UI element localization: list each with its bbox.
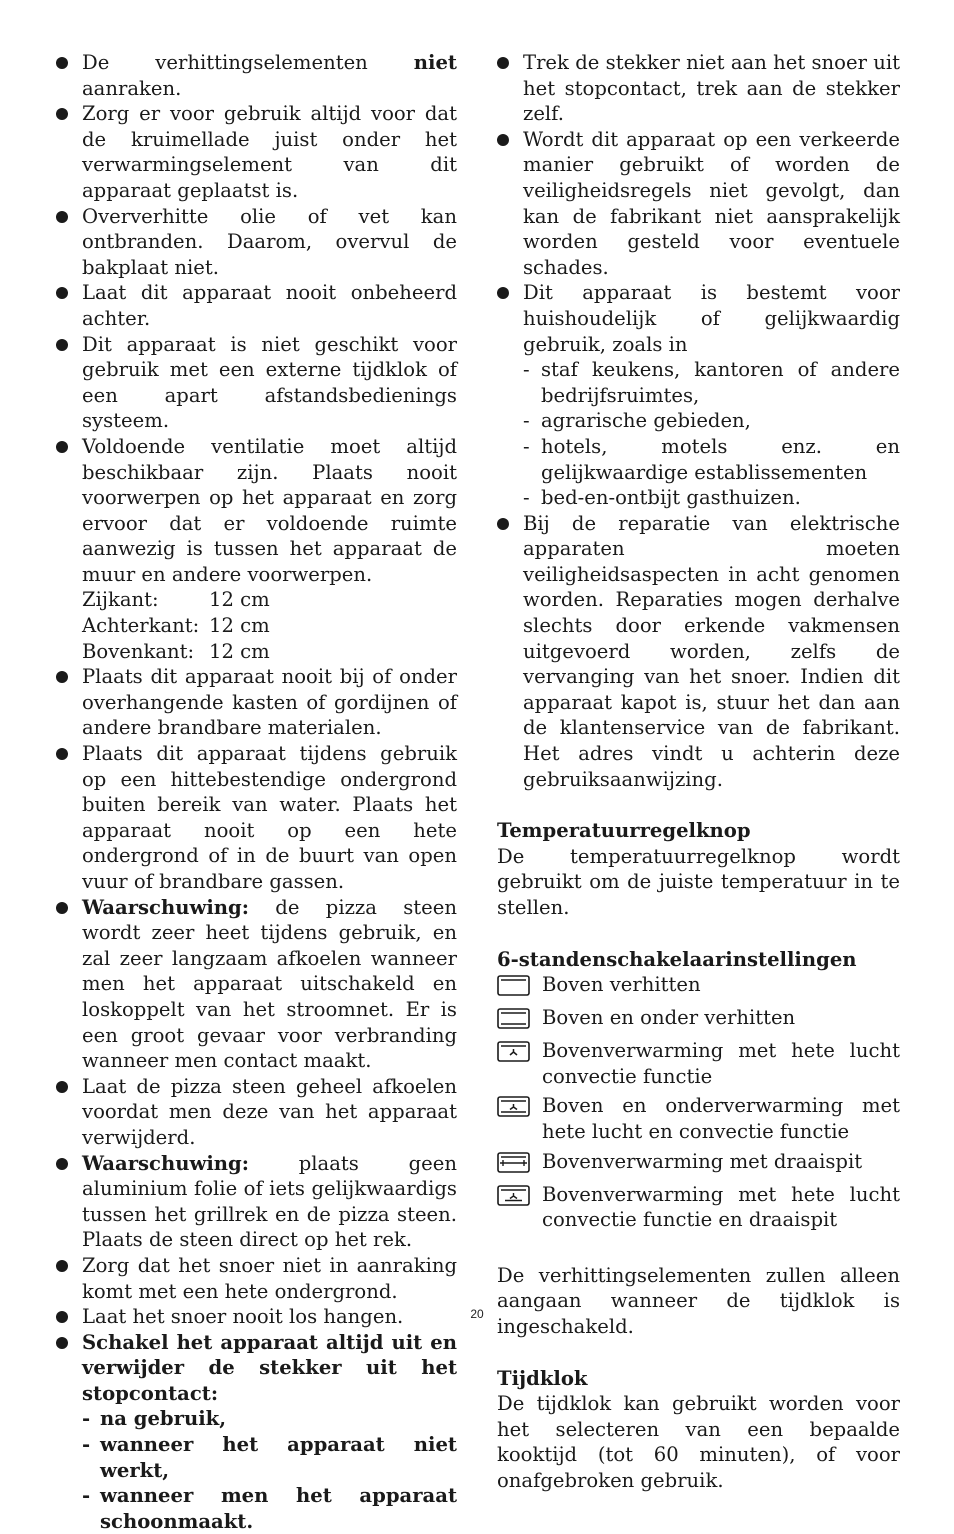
list-item: Dit apparaat is bestemt voor huishoudelijk of gelijkwaardig gebruik, zoals in - staf keukens, kantoren of andere bedrijfsruimtes, - agrarische gebieden, - hotels, motels enz. en gelijkwaardige establissementen - bed-en-ontbijt gasthuizen. — [497, 280, 900, 510]
list-item: Dit apparaat is niet geschikt voor gebruik met een externe tijdklok of een apart afstandsbedienings systeem. — [56, 332, 457, 434]
top-heat-convection-icon — [497, 1041, 530, 1062]
usage-item: - agrarische gebieden, — [523, 409, 751, 433]
list-item: Oververhitte olie of vet kan ontbranden. Daarom, overvul de bakplaat niet. — [56, 204, 457, 281]
page-number: 20 — [470, 1307, 484, 1321]
list-item: Plaats dit apparaat nooit bij of onder overhangende kasten of gordijnen of andere brandbare materialen. — [56, 664, 457, 741]
section-heading: Tijdklok — [497, 1366, 588, 1390]
clearance-row: Zijkant: 12 cm — [82, 588, 270, 612]
bullet-icon — [497, 57, 509, 69]
list-item: De verhittingselementen niet aanraken. — [56, 50, 457, 101]
list-item: Trek de stekker niet aan het snoer uit het stopcontact, trek aan de stekker zelf. — [497, 50, 900, 127]
list-item: Voldoende ventilatie moet altijd beschikbaar zijn. Plaats nooit voorwerpen op het apparaat en zorg ervoor dat er voldoende ruimte aanwezig is tussen het apparaat de muur en andere voorwerpen. Zijkant: 12 cm Achterkant: 12 cm Bovenkant: 12 cm — [56, 434, 457, 664]
section-heading: 6-standenschakelaarinstellingen — [497, 947, 857, 971]
list-item: Waarschuwing: plaats geen aluminium folie of iets gelijkwaardigs tussen het grillrek en de pizza steen. Plaats de steen direct op het rek. — [56, 1151, 457, 1253]
bullet-icon — [56, 671, 68, 683]
bullet-icon — [56, 339, 68, 351]
list-item: Zorg dat het snoer niet in aanraking komt met een hete ondergrond. — [56, 1253, 457, 1304]
paragraph: De verhittingselementen zullen alleen aangaan wanneer de tijdklok is ingeschakeld. — [497, 1263, 900, 1338]
bullet-icon — [56, 108, 68, 120]
bullet-icon — [56, 1158, 68, 1170]
bullet-icon — [56, 211, 68, 223]
list-item: Laat de pizza steen geheel afkoelen voordat men deze van het apparaat verwijderd. — [56, 1074, 457, 1151]
list-item: Wordt dit apparaat op een verkeerde manier gebruikt of worden de veiligheidsregels niet gevolgt, dan kan de fabrikant niet aansprakelijk worden gesteld voor eventuele schades. — [497, 127, 900, 281]
section-heading: Temperatuurregelknop — [497, 819, 751, 843]
right-column — [497, 50, 900, 1494]
list-item: Laat het snoer nooit los hangen. — [56, 1304, 457, 1330]
unplug-item: - wanneer het apparaat niet werkt, — [82, 1433, 457, 1482]
top-bottom-convection-icon — [497, 1096, 530, 1117]
clearance-row: Bovenkant: 12 cm — [82, 639, 270, 663]
usage-item: - staf keukens, kantoren of andere bedrijfsruimtes, — [523, 358, 900, 407]
bullet-icon — [56, 1260, 68, 1272]
bullet-icon — [56, 1081, 68, 1093]
usage-item: - hotels, motels enz. en gelijkwaardige establissementen — [523, 434, 900, 484]
setting-row: Bovenverwarming met hete lucht convectie functie en draaispit — [497, 1182, 900, 1233]
usage-item: - bed-en-ontbijt gasthuizen. — [523, 486, 801, 510]
bullet-icon — [56, 748, 68, 760]
list-item: Waarschuwing: de pizza steen wordt zeer heet tijdens gebruik, en zal zeer langzaam afkoelen wanneer men het apparaat uitschakeld en loskoppelt van het stroomnet. Er is een groot gevaar voor verbranding wanneer men contact maakt. — [56, 895, 457, 1074]
paragraph: De tijdklok kan gebruikt worden voor het selecteren van een bepaalde kooktijd (tot 60 minuten), of voor onafgebroken gebruik. — [497, 1392, 900, 1492]
bullet-icon — [56, 287, 68, 299]
bullet-icon — [56, 902, 68, 914]
bullet-icon — [497, 287, 509, 299]
bullet-icon — [497, 134, 509, 146]
convection-rotisserie-icon — [497, 1185, 530, 1206]
clearance-row: Achterkant: 12 cm — [82, 614, 270, 638]
list-item: Schakel het apparaat altijd uit en verwijder de stekker uit het stopcontact: - na gebruik, - wanneer het apparaat niet werkt, - wanneer men het apparaat schoonmaakt. — [56, 1330, 457, 1534]
setting-row: Bovenverwarming met hete lucht convectie functie — [497, 1038, 900, 1089]
list-item: Zorg er voor gebruik altijd voor dat de kruimellade juist onder het verwarmingselement van dit apparaat geplaatst is. — [56, 101, 457, 203]
list-item: Bij de reparatie van elektrische apparaten moeten veiligheidsaspecten in acht genomen worden. Reparaties mogen derhalve slechts door erkende vakmensen uitgevoerd worden, zelfs de vervanging van het snoer. Indien dit apparaat kapot is, stuur het dan aan de klantenservice van de fabrikant. Het adres vindt u achterin deze gebruiksaanwijzing. — [497, 511, 900, 793]
list-item: Laat dit apparaat nooit onbeheerd achter. — [56, 280, 457, 331]
unplug-item: - na gebruik, — [82, 1407, 227, 1431]
unplug-item: - wanneer men het apparaat schoonmaakt. — [82, 1484, 457, 1533]
list-item: Plaats dit apparaat tijdens gebruik op een hittebestendige ondergrond buiten bereik van water. Plaats het apparaat nooit op een hete ondergrond of in de buurt van open vuur of brandbare gassen. — [56, 741, 457, 895]
bullet-icon — [56, 57, 68, 69]
setting-row: Boven en onder verhitten — [497, 1005, 900, 1034]
setting-row: Boven en onderverwarming met hete lucht en convectie functie — [497, 1093, 900, 1144]
setting-row: Boven verhitten — [497, 972, 900, 1001]
bullet-icon — [497, 518, 509, 530]
rotisserie-icon — [497, 1152, 530, 1173]
bullet-icon — [56, 1337, 68, 1349]
paragraph: De temperatuurregelknop wordt gebruikt om de juiste temperatuur in te stellen. — [497, 844, 900, 919]
setting-row: Bovenverwarming met draaispit — [497, 1149, 900, 1178]
bullet-icon — [56, 441, 68, 453]
top-heat-icon — [497, 975, 530, 996]
top-bottom-heat-icon — [497, 1008, 530, 1029]
